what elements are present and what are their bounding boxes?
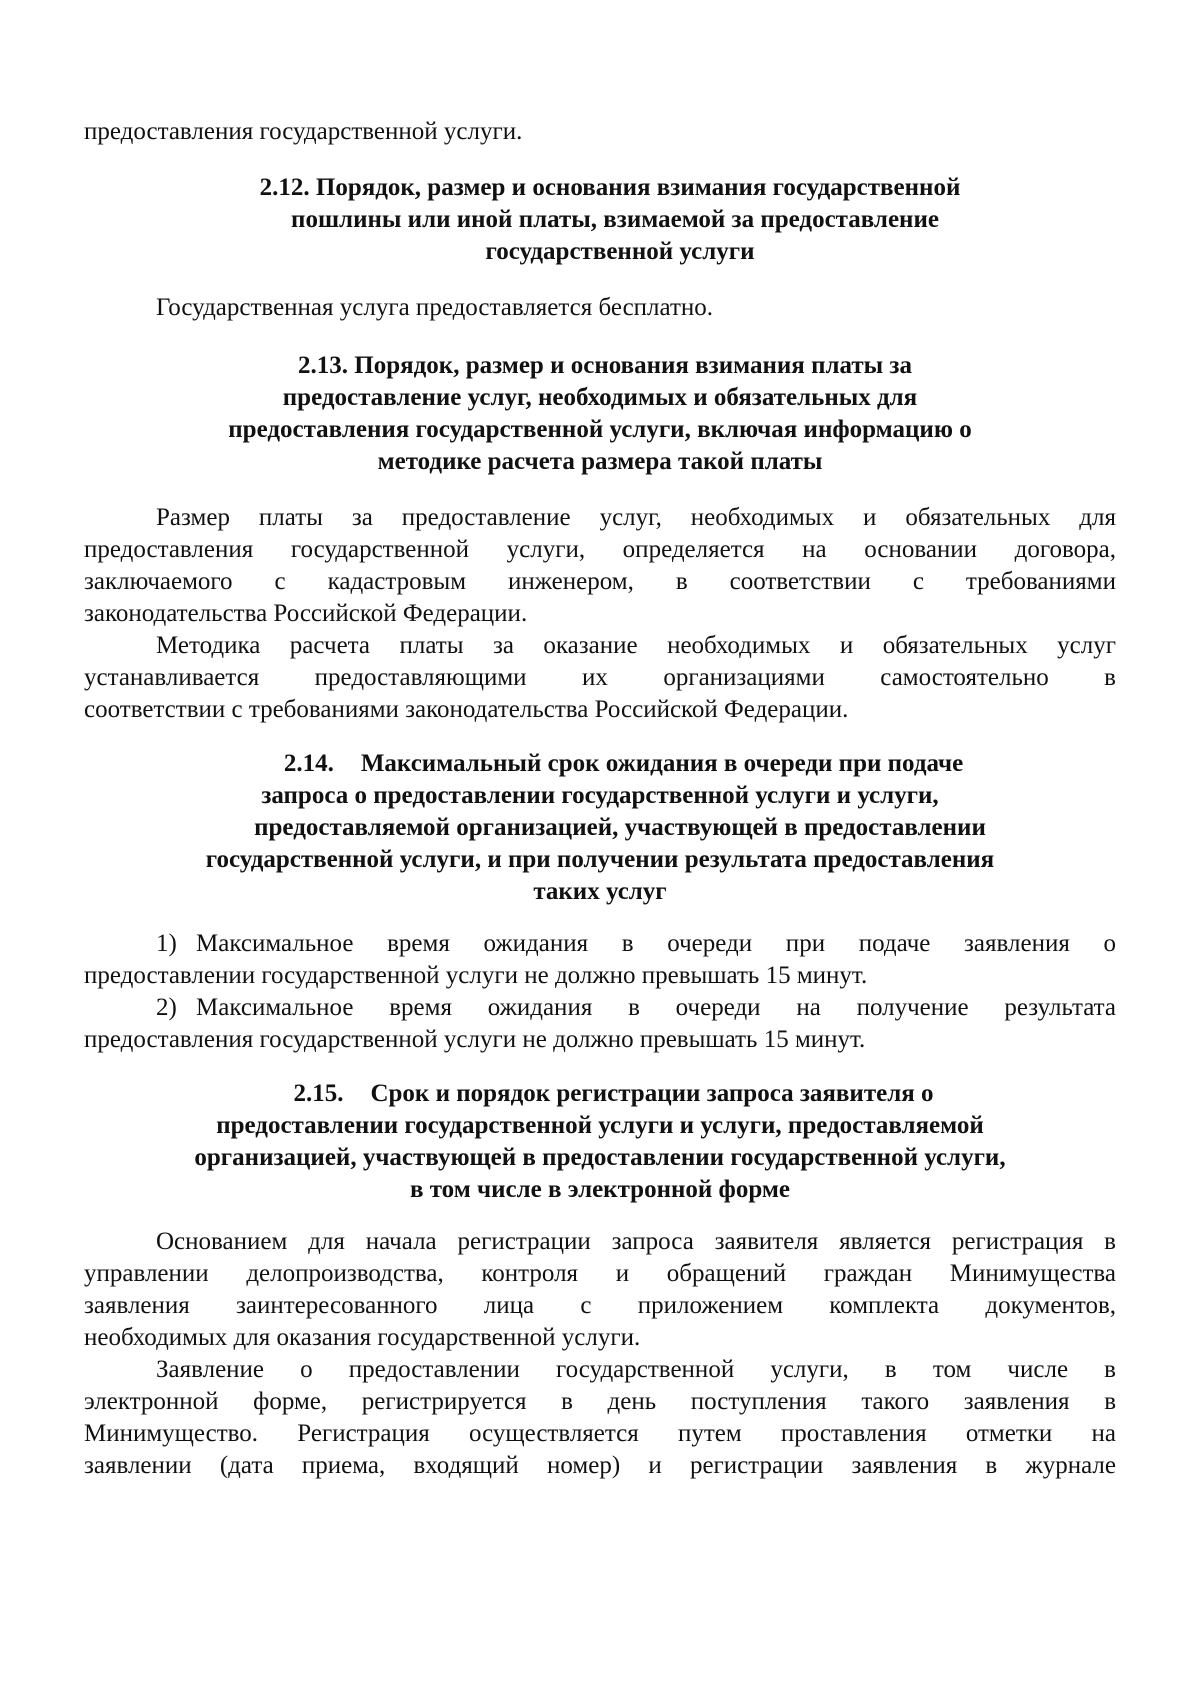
continuation-text: предоставления государственной услуги. xyxy=(84,118,523,145)
paragraph-line: заявлении (дата приема, входящий номер) и регистрации заявления в журнале xyxy=(84,1452,1116,1479)
section-2-13-heading xyxy=(0,350,1200,478)
paragraph-line: управлении делопроизводства, контроля и обращений граждан Минимущества xyxy=(84,1260,1116,1287)
paragraph-line: электронной форме, регистрируется в день поступления такого заявления в xyxy=(84,1388,1116,1415)
paragraph-line: заявления заинтересованного лица с приложением комплекта документов, xyxy=(84,1292,1116,1319)
paragraph-line: предоставлении государственной услуги не должно превышать 15 минут. xyxy=(84,962,868,989)
paragraph-line xyxy=(84,992,1116,1024)
paragraph-line: Минимущество. Регистрация осуществляется путем проставления отметки на xyxy=(84,1420,1116,1447)
paragraph-line: соответствии с требованиями законодательства Российской Федерации. xyxy=(84,696,849,723)
paragraph-line: устанавливается предоставляющими их организациями самостоятельно в xyxy=(84,664,1116,691)
paragraph-line xyxy=(84,928,1116,960)
item-number: 1) xyxy=(156,930,177,957)
item-text: Максимальное время ожидания в очереди на получение результата xyxy=(196,994,1116,1021)
section-2-13-paragraph-2 xyxy=(84,630,1116,726)
heading-line: предоставление услуг, необходимых и обязательных для xyxy=(282,384,918,411)
paragraph-line: Заявление о предоставлении государственной услуги, в том числе в xyxy=(156,1356,1116,1383)
heading-line: методике расчета размера такой платы xyxy=(377,448,823,475)
heading-line xyxy=(0,1078,1200,1110)
section-2-14-item-2 xyxy=(84,992,1116,1056)
paragraph-line: предоставления государственной услуги, определяется на основании договора, xyxy=(84,536,1116,563)
paragraph-line: необходимых для оказания государственной услуги. xyxy=(84,1324,641,1351)
heading-line: государственной услуги, и при получении результата предоставления xyxy=(205,846,995,873)
heading-line: пошлины или иной платы, взимаемой за предоставление xyxy=(291,206,939,233)
heading-line: предоставления государственной услуги, включая информацию о xyxy=(228,416,972,443)
heading-line: организацией, участвующей в предоставлении государственной услуги, xyxy=(194,1144,1006,1171)
heading-line: государственной услуги xyxy=(485,238,755,265)
section-2-12-heading xyxy=(0,172,1200,268)
section-2-15-heading xyxy=(0,1078,1200,1206)
heading-first-line: Срок и порядок регистрации запроса заявителя о xyxy=(370,1080,934,1107)
section-2-14-heading xyxy=(0,748,1200,908)
section-2-13-paragraph-1 xyxy=(84,502,1116,630)
section-2-15-paragraph-1 xyxy=(84,1226,1116,1354)
heading-line: 2.12. Порядок, размер и основания взимания государственной xyxy=(259,174,961,201)
heading-first-line: Максимальный срок ожидания в очереди при подаче xyxy=(360,750,964,777)
heading-line: таких услуг xyxy=(533,878,667,905)
section-number: 2.15. xyxy=(293,1080,344,1107)
heading-line: запроса о предоставлении государственной услуги и услуги, xyxy=(261,782,939,809)
heading-line: в том числе в электронной форме xyxy=(409,1176,790,1203)
section-2-12-text: Государственная услуга предоставляется бесплатно. xyxy=(156,294,714,321)
item-text: Максимальное время ожидания в очереди при подаче заявления о xyxy=(196,930,1116,957)
item-number: 2) xyxy=(156,994,177,1021)
heading-line xyxy=(0,748,1200,780)
section-2-14-item-1 xyxy=(84,928,1116,992)
heading-line: 2.13. Порядок, размер и основания взимания платы за xyxy=(298,352,912,379)
paragraph-line: Основанием для начала регистрации запроса заявителя является регистрация в xyxy=(156,1228,1116,1255)
paragraph-line: законодательства Российской Федерации. xyxy=(84,600,528,627)
paragraph-line: Размер платы за предоставление услуг, необходимых и обязательных для xyxy=(156,504,1116,531)
section-2-15-paragraph-2 xyxy=(84,1354,1116,1482)
heading-line: предоставлении государственной услуги и услуги, предоставляемой xyxy=(216,1112,984,1139)
paragraph-line: Методика расчета платы за оказание необходимых и обязательных услуг xyxy=(156,632,1116,659)
paragraph-line: заключаемого с кадастровым инженером, в соответствии с требованиями xyxy=(84,568,1116,595)
heading-line: предоставляемой организацией, участвующей в предоставлении xyxy=(254,814,986,841)
section-number: 2.14. xyxy=(283,750,334,777)
paragraph-line: предоставления государственной услуги не должно превышать 15 минут. xyxy=(84,1026,866,1053)
